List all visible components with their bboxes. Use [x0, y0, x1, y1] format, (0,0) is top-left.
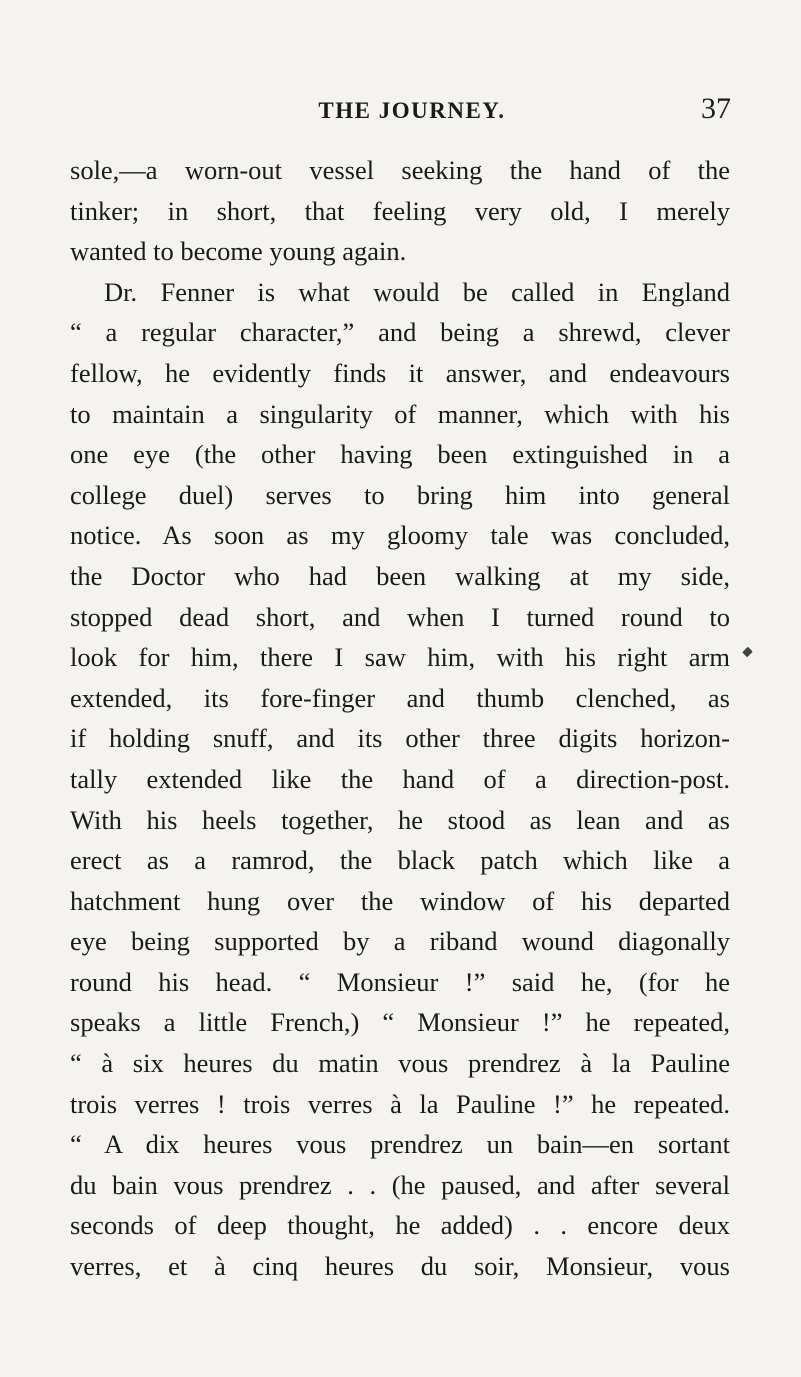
text-line: hatchment hung over the window of his departed: [70, 885, 730, 916]
text-line: trois verres ! trois verres à la Pauline !” he repeated.: [70, 1088, 730, 1119]
text-line: sole,—a worn-out vessel seeking the hand of the: [70, 155, 730, 185]
text-line: one eye (the other having been extinguished in a: [70, 439, 730, 470]
text-line: Dr. Fenner is what would be called in England: [104, 276, 730, 307]
text-line: round his head. “ Monsieur !” said he, (for he: [70, 966, 730, 997]
text-line: “ à six heures du matin vous prendrez à la Pauline: [70, 1048, 730, 1079]
text-line: tinker; in short, that feeling very old, I merely: [70, 195, 730, 226]
text-line: extended, its fore-finger and thumb clenched, as: [70, 682, 730, 713]
text-line: du bain vous prendrez . . (he paused, and after several: [70, 1169, 730, 1200]
text-line: seconds of deep thought, he added) . . encore deux: [70, 1210, 730, 1241]
text-line: verres, et à cinq heures du soir, Monsieur, vous: [70, 1251, 730, 1282]
text-line: college duel) serves to bring him into general: [70, 479, 730, 510]
text-line: wanted to become young again.: [70, 236, 407, 267]
text-line: speaks a little French,) “ Monsieur !” he repeated,: [70, 1007, 730, 1038]
text-line: tally extended like the hand of a direction-post.: [70, 763, 730, 794]
text-line: eye being supported by a riband wound diagonally: [70, 926, 730, 957]
text-line: With his heels together, he stood as lean and as: [70, 804, 730, 835]
page-number: 37: [701, 92, 731, 125]
text-line: “ A dix heures vous prendrez un bain—en sortant: [70, 1129, 730, 1160]
text-line: stopped dead short, and when I turned round to: [70, 601, 730, 632]
text-line: if holding snuff, and its other three digits horizon-: [70, 723, 730, 754]
text-line: “ a regular character,” and being a shrewd, clever: [70, 317, 730, 348]
text-line: notice. As soon as my gloomy tale was concluded,: [70, 520, 730, 551]
ink-speck: [742, 647, 753, 658]
text-line: the Doctor who had been walking at my side,: [70, 560, 730, 591]
text-line: to maintain a singularity of manner, which with his: [70, 398, 730, 429]
text-line: look for him, there I saw him, with his right arm: [70, 642, 730, 673]
running-head: [0, 92, 801, 132]
running-title: THE JOURNEY.: [318, 98, 506, 123]
text-line: erect as a ramrod, the black patch which like a: [70, 845, 730, 876]
text-line: fellow, he evidently finds it answer, and endeavours: [70, 357, 730, 388]
body-text: [70, 150, 730, 1287]
